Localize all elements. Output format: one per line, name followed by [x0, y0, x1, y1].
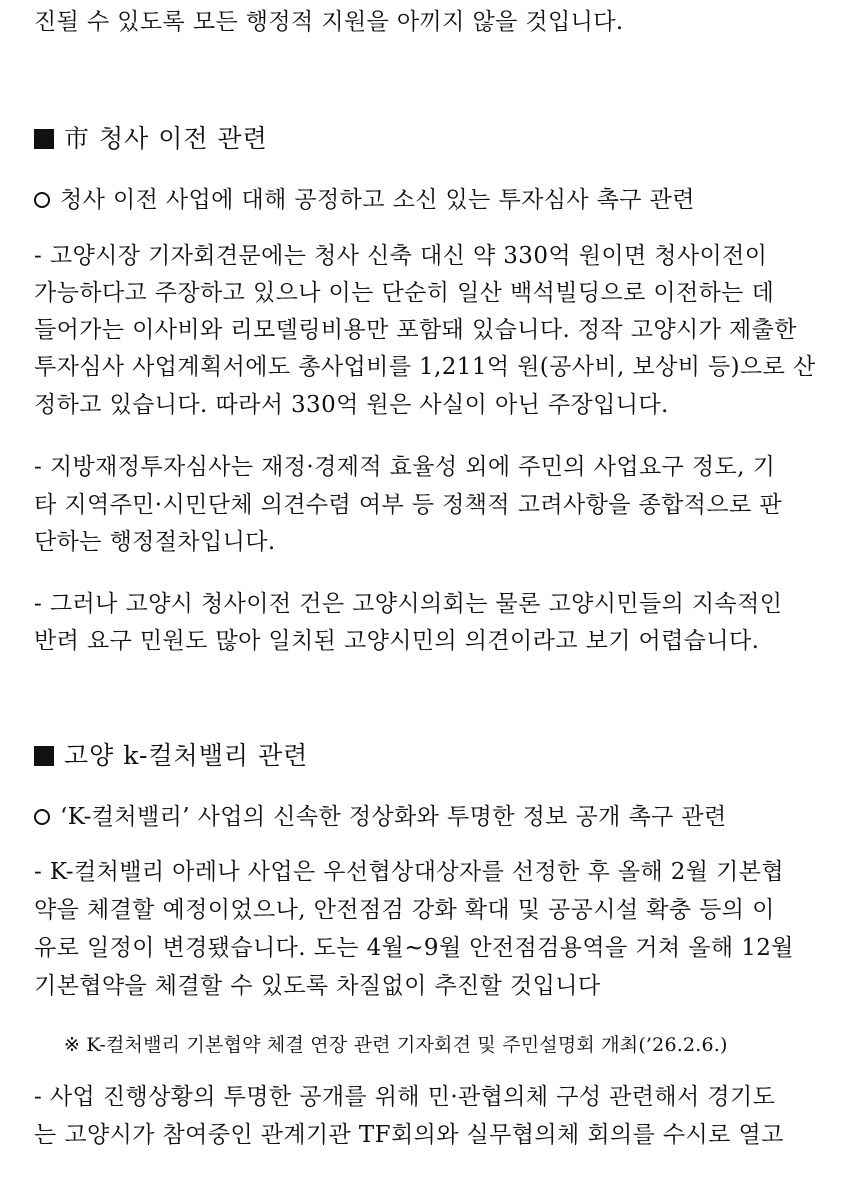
subheading-text: 청사 이전 사업에 대해 공정하고 소신 있는 투자심사 촉구 관련 [60, 187, 695, 213]
body-text-line: 들어가는 이사비와 리모델링비용만 포함돼 있습니다. 정작 고양시가 제출한 [34, 317, 797, 343]
body-text-line: 타 지역주민·시민단체 의견수렴 여부 등 정책적 고려사항을 종합적으로 판 [34, 492, 782, 518]
body-text-line: - 지방재정투자심사는 재정·경제적 효율성 외에 주민의 사업요구 정도, 기 [34, 454, 776, 480]
circle-bullet-icon [34, 809, 50, 825]
section-heading [34, 125, 268, 153]
body-text-line: - K-컬처밸리 아레나 사업은 우선협상대상자를 선정한 후 올해 2월 기본협 [34, 859, 784, 885]
body-text-line: 반려 요구 민원도 많아 일치된 고양시민의 의견이라고 보기 어렵습니다. [34, 628, 760, 654]
section-subheading [34, 803, 727, 831]
body-text-line: 투자심사 사업계획서에도 총사업비를 1,211억 원(공사비, 보상비 등)으로 산 [34, 354, 816, 380]
body-text-line: 유로 일정이 변경됐습니다. 도는 4월~9월 안전점검용역을 거쳐 올해 12월 [34, 935, 794, 961]
footnote: ※ K-컬처밸리 기본협약 체결 연장 관련 기자회견 및 주민설명회 개최(’26.2.6.) [64, 1034, 728, 1056]
square-bullet-icon [34, 129, 54, 149]
subheading-text: ‘K-컬처밸리’ 사업의 신속한 정상화와 투명한 정보 공개 촉구 관련 [60, 804, 727, 830]
body-text-line: - 그러나 고양시 청사이전 건은 고양시의회는 물론 고양시민들의 지속적인 [34, 591, 783, 617]
body-text-line: 단하는 행정절차입니다. [34, 529, 276, 555]
body-text-line: 진될 수 있도록 모든 행정적 지원을 아끼지 않을 것입니다. [34, 9, 624, 35]
section-heading-text: 고양 k-컬처밸리 관련 [64, 741, 309, 770]
body-text-line: 는 고양시가 참여중인 관계기관 TF회의와 실무협의체 회의를 수시로 열고 [34, 1122, 784, 1148]
body-text-line: 약을 체결할 예정이었으나, 안전점검 강화 확대 및 공공시설 확충 등의 이 [34, 897, 775, 923]
body-text-line: 가능하다고 주장하고 있으나 이는 단순히 일산 백석빌딩으로 이전하는 데 [34, 280, 775, 306]
square-bullet-icon [34, 746, 54, 766]
section-heading-text: 市 청사 이전 관련 [64, 124, 268, 153]
body-text-line: - 사업 진행상황의 투명한 공개를 위해 민·관협의체 구성 관련해서 경기도 [34, 1084, 776, 1110]
section-subheading [34, 186, 695, 214]
body-text-line: 정하고 있습니다. 따라서 330억 원은 사실이 아닌 주장입니다. [34, 392, 669, 418]
circle-bullet-icon [34, 192, 50, 208]
section-heading [34, 742, 308, 770]
body-text-line: - 고양시장 기자회견문에는 청사 신축 대신 약 330억 원이면 청사이전이 [34, 243, 768, 269]
body-text-line: 기본협약을 체결할 수 있도록 차질없이 추진할 것입니다 [34, 973, 601, 999]
